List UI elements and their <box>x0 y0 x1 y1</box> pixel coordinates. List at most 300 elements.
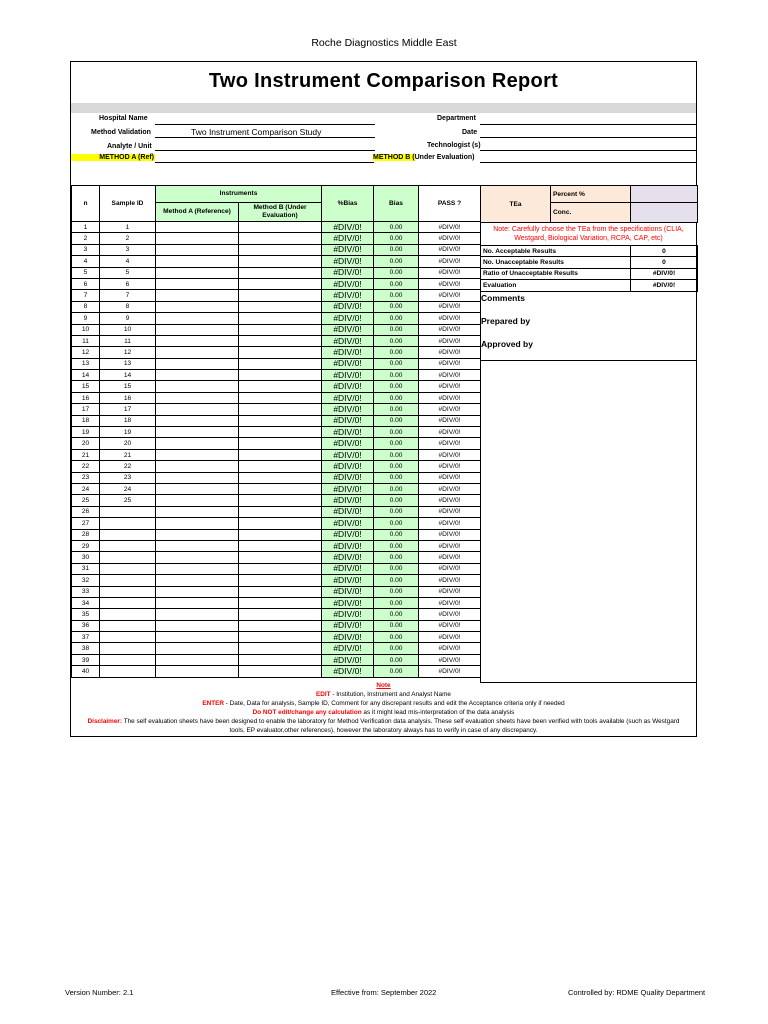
evaluation-panel <box>480 185 697 683</box>
sample-id-cell[interactable] <box>100 597 156 608</box>
bias-cell: 0.00 <box>374 392 419 403</box>
method-b-cell[interactable] <box>239 666 322 677</box>
header-n: n <box>72 186 100 222</box>
table-row <box>72 427 481 438</box>
method-b-cell[interactable] <box>239 370 322 381</box>
pass-cell: #DIV/0! <box>419 358 481 369</box>
pass-cell: #DIV/0! <box>419 256 481 267</box>
row-index: 6 <box>72 278 100 289</box>
table-row <box>72 324 481 335</box>
footer-effective: Effective from: September 2022 <box>331 988 437 997</box>
pct-bias-cell: #DIV/0! <box>322 335 374 346</box>
table-row <box>72 222 481 233</box>
bias-cell: 0.00 <box>374 563 419 574</box>
method-b-cell[interactable] <box>239 529 322 540</box>
pass-cell: #DIV/0! <box>419 563 481 574</box>
sample-id-cell[interactable]: 18 <box>100 415 156 426</box>
pass-cell: #DIV/0! <box>419 267 481 278</box>
bias-cell: 0.00 <box>374 495 419 506</box>
row-index: 7 <box>72 290 100 301</box>
technologist-field[interactable] <box>480 150 697 151</box>
pct-bias-cell: #DIV/0! <box>322 233 374 244</box>
method-a-cell[interactable] <box>156 301 239 312</box>
row-index: 3 <box>72 244 100 255</box>
table-row <box>72 620 481 631</box>
bias-cell: 0.00 <box>374 427 419 438</box>
pct-bias-cell: #DIV/0! <box>322 597 374 608</box>
date-field[interactable] <box>480 137 697 138</box>
pct-bias-cell: #DIV/0! <box>322 643 374 654</box>
report-sheet <box>70 61 697 737</box>
bias-cell: 0.00 <box>374 449 419 460</box>
bias-cell: 0.00 <box>374 370 419 381</box>
pass-cell: #DIV/0! <box>419 632 481 643</box>
row-index: 33 <box>72 586 100 597</box>
pass-cell: #DIV/0! <box>419 586 481 597</box>
pass-cell: #DIV/0! <box>419 290 481 301</box>
method-a-cell[interactable] <box>156 620 239 631</box>
pass-cell: #DIV/0! <box>419 335 481 346</box>
sample-id-cell[interactable]: 1 <box>100 222 156 233</box>
method-b-label: METHOD B (Under Evaluation) <box>373 154 475 161</box>
method-a-cell[interactable] <box>156 609 239 620</box>
method-a-cell[interactable] <box>156 518 239 529</box>
method-b-cell[interactable] <box>239 552 322 563</box>
sample-id-cell[interactable] <box>100 540 156 551</box>
sample-id-cell[interactable] <box>100 518 156 529</box>
bias-cell: 0.00 <box>374 267 419 278</box>
pass-cell: #DIV/0! <box>419 449 481 460</box>
sample-id-cell[interactable] <box>100 609 156 620</box>
method-b-cell[interactable] <box>239 483 322 494</box>
method-a-cell[interactable] <box>156 586 239 597</box>
department-field[interactable] <box>480 124 697 125</box>
sample-id-cell[interactable] <box>100 506 156 517</box>
method-b-cell[interactable] <box>239 392 322 403</box>
pass-cell: #DIV/0! <box>419 233 481 244</box>
table-row <box>72 313 481 324</box>
row-index: 5 <box>72 267 100 278</box>
pass-cell: #DIV/0! <box>419 222 481 233</box>
method-a-cell[interactable] <box>156 540 239 551</box>
sample-id-cell[interactable]: 11 <box>100 335 156 346</box>
table-row <box>72 597 481 608</box>
pct-bias-cell: #DIV/0! <box>322 415 374 426</box>
header-pass: PASS ? <box>419 186 481 222</box>
pass-cell: #DIV/0! <box>419 301 481 312</box>
method-a-cell[interactable] <box>156 290 239 301</box>
table-row <box>72 278 481 289</box>
method-b-cell[interactable] <box>239 654 322 665</box>
pct-bias-cell: #DIV/0! <box>322 438 374 449</box>
method-a-cell[interactable] <box>156 324 239 335</box>
method-a-cell[interactable] <box>156 506 239 517</box>
method-a-cell[interactable] <box>156 404 239 415</box>
header-method-b: Method B (Under Evaluation) <box>239 203 322 222</box>
pct-bias-cell: #DIV/0! <box>322 654 374 665</box>
method-a-cell[interactable] <box>156 267 239 278</box>
method-b-cell[interactable] <box>239 597 322 608</box>
method-a-cell[interactable] <box>156 256 239 267</box>
sample-id-cell[interactable]: 8 <box>100 301 156 312</box>
sample-id-cell[interactable]: 20 <box>100 438 156 449</box>
sample-id-cell[interactable]: 19 <box>100 427 156 438</box>
method-b-cell[interactable] <box>239 506 322 517</box>
table-row <box>72 575 481 586</box>
table-row <box>72 552 481 563</box>
method-b-cell[interactable] <box>239 472 322 483</box>
method-b-cell[interactable] <box>239 632 322 643</box>
method-a-cell[interactable] <box>156 233 239 244</box>
pct-bias-cell: #DIV/0! <box>322 358 374 369</box>
method-a-cell[interactable] <box>156 313 239 324</box>
pass-cell: #DIV/0! <box>419 620 481 631</box>
analyte-label: Analyte / Unit <box>107 143 152 150</box>
pct-bias-cell: #DIV/0! <box>322 586 374 597</box>
table-row <box>72 666 481 677</box>
hospital-name-field[interactable] <box>155 124 375 125</box>
pass-cell: #DIV/0! <box>419 483 481 494</box>
pass-cell: #DIV/0! <box>419 609 481 620</box>
method-a-cell[interactable] <box>156 597 239 608</box>
conc-label: Conc. <box>551 203 631 223</box>
pass-cell: #DIV/0! <box>419 415 481 426</box>
sample-id-cell[interactable] <box>100 620 156 631</box>
bias-cell: 0.00 <box>374 643 419 654</box>
pass-cell: #DIV/0! <box>419 392 481 403</box>
bias-cell: 0.00 <box>374 278 419 289</box>
sample-id-cell[interactable] <box>100 563 156 574</box>
sample-id-cell[interactable] <box>100 575 156 586</box>
pct-bias-cell: #DIV/0! <box>322 290 374 301</box>
pct-bias-cell: #DIV/0! <box>322 427 374 438</box>
bias-cell: 0.00 <box>374 506 419 517</box>
method-b-cell[interactable] <box>239 620 322 631</box>
table-row <box>72 563 481 574</box>
sample-id-cell[interactable]: 2 <box>100 233 156 244</box>
method-b-cell[interactable] <box>239 267 322 278</box>
row-index: 11 <box>72 335 100 346</box>
pct-bias-cell: #DIV/0! <box>322 495 374 506</box>
bias-cell: 0.00 <box>374 358 419 369</box>
comments-area[interactable] <box>480 361 697 683</box>
table-row <box>72 381 481 392</box>
table-row <box>72 632 481 643</box>
method-b-cell[interactable] <box>239 586 322 597</box>
row-index: 26 <box>72 506 100 517</box>
method-b-cell[interactable] <box>239 427 322 438</box>
method-a-cell[interactable] <box>156 335 239 346</box>
notes-section <box>71 681 696 736</box>
pct-bias-cell: #DIV/0! <box>322 506 374 517</box>
table-row <box>72 643 481 654</box>
sample-id-cell[interactable]: 16 <box>100 392 156 403</box>
pass-cell: #DIV/0! <box>419 427 481 438</box>
method-b-cell[interactable] <box>239 449 322 460</box>
pass-cell: #DIV/0! <box>419 244 481 255</box>
method-b-cell[interactable] <box>239 233 322 244</box>
method-b-cell[interactable] <box>239 643 322 654</box>
sample-id-cell[interactable]: 4 <box>100 256 156 267</box>
evaluation-value: #DIV/0! <box>631 280 698 291</box>
conc-input[interactable] <box>631 203 698 223</box>
pct-bias-cell: #DIV/0! <box>322 609 374 620</box>
row-index: 12 <box>72 347 100 358</box>
row-index: 25 <box>72 495 100 506</box>
row-index: 31 <box>72 563 100 574</box>
method-b-cell[interactable] <box>239 290 322 301</box>
sample-id-cell[interactable]: 6 <box>100 278 156 289</box>
bias-cell: 0.00 <box>374 222 419 233</box>
method-a-cell[interactable] <box>156 666 239 677</box>
pct-bias-cell: #DIV/0! <box>322 666 374 677</box>
method-a-cell[interactable] <box>156 529 239 540</box>
comments-label: Comments <box>481 292 525 303</box>
pct-bias-cell: #DIV/0! <box>322 449 374 460</box>
bias-cell: 0.00 <box>374 438 419 449</box>
method-b-cell[interactable] <box>239 244 322 255</box>
sample-id-cell[interactable] <box>100 654 156 665</box>
bias-cell: 0.00 <box>374 472 419 483</box>
table-row <box>72 461 481 472</box>
bias-cell: 0.00 <box>374 632 419 643</box>
row-index: 29 <box>72 540 100 551</box>
method-b-cell[interactable] <box>239 518 322 529</box>
table-row <box>72 256 481 267</box>
footer-version: Version Number: 2.1 <box>65 988 134 997</box>
sample-id-cell[interactable]: 3 <box>100 244 156 255</box>
comparison-table <box>71 185 481 678</box>
row-index: 18 <box>72 415 100 426</box>
pass-cell: #DIV/0! <box>419 495 481 506</box>
table-row <box>72 609 481 620</box>
table-row <box>72 301 481 312</box>
method-a-cell[interactable] <box>156 427 239 438</box>
method-b-cell[interactable] <box>239 563 322 574</box>
bias-cell: 0.00 <box>374 540 419 551</box>
table-row <box>72 449 481 460</box>
pct-bias-cell: #DIV/0! <box>322 632 374 643</box>
pct-bias-cell: #DIV/0! <box>322 461 374 472</box>
method-b-cell[interactable] <box>239 540 322 551</box>
pct-bias-cell: #DIV/0! <box>322 620 374 631</box>
method-a-cell[interactable] <box>156 244 239 255</box>
method-b-field[interactable] <box>480 162 697 163</box>
row-index: 37 <box>72 632 100 643</box>
row-index: 39 <box>72 654 100 665</box>
method-b-cell[interactable] <box>239 495 322 506</box>
method-b-cell[interactable] <box>239 415 322 426</box>
bias-cell: 0.00 <box>374 552 419 563</box>
method-a-cell[interactable] <box>156 278 239 289</box>
pass-cell: #DIV/0! <box>419 552 481 563</box>
bias-cell: 0.00 <box>374 335 419 346</box>
row-index: 35 <box>72 609 100 620</box>
table-row <box>72 233 481 244</box>
method-b-cell[interactable] <box>239 335 322 346</box>
row-index: 36 <box>72 620 100 631</box>
bias-cell: 0.00 <box>374 654 419 665</box>
pass-cell: #DIV/0! <box>419 472 481 483</box>
sample-id-cell[interactable] <box>100 643 156 654</box>
pct-bias-cell: #DIV/0! <box>322 222 374 233</box>
row-index: 16 <box>72 392 100 403</box>
pct-bias-cell: #DIV/0! <box>322 267 374 278</box>
sample-id-cell[interactable]: 5 <box>100 267 156 278</box>
method-a-cell[interactable] <box>156 449 239 460</box>
method-a-cell[interactable] <box>156 438 239 449</box>
method-b-cell[interactable] <box>239 278 322 289</box>
row-index: 38 <box>72 643 100 654</box>
acceptable-value: 0 <box>631 246 698 257</box>
bias-cell: 0.00 <box>374 461 419 472</box>
method-a-cell[interactable] <box>156 347 239 358</box>
bias-cell: 0.00 <box>374 415 419 426</box>
sample-id-cell[interactable] <box>100 529 156 540</box>
pct-bias-cell: #DIV/0! <box>322 540 374 551</box>
footer-controlled: Controlled by: RDME Quality Department <box>568 988 706 997</box>
method-a-cell[interactable] <box>156 483 239 494</box>
method-b-cell[interactable] <box>239 256 322 267</box>
method-a-label: METHOD A (Ref) <box>71 154 155 161</box>
header-sample-id: Sample ID <box>100 186 156 222</box>
method-a-cell[interactable] <box>156 654 239 665</box>
pass-cell: #DIV/0! <box>419 347 481 358</box>
table-row <box>72 586 481 597</box>
organization-name: Roche Diagnostics Middle East <box>311 37 457 49</box>
header-bias: Bias <box>374 186 419 222</box>
sample-id-cell[interactable] <box>100 552 156 563</box>
sample-id-cell[interactable]: 21 <box>100 449 156 460</box>
table-row <box>72 392 481 403</box>
note-enter: ENTER - Date, Data for analysis, Sample ID, Comment for any discrepant results and edit the Acceptance criteria only if needed <box>202 700 565 708</box>
table-row <box>72 472 481 483</box>
table-row <box>72 290 481 301</box>
method-a-cell[interactable] <box>156 392 239 403</box>
bias-cell: 0.00 <box>374 575 419 586</box>
sample-id-cell[interactable]: 14 <box>100 370 156 381</box>
row-index: 4 <box>72 256 100 267</box>
department-label: Department <box>437 115 476 122</box>
pct-bias-cell: #DIV/0! <box>322 563 374 574</box>
method-a-cell[interactable] <box>156 552 239 563</box>
method-validation-value[interactable]: Two Instrument Comparison Study <box>191 127 322 137</box>
analyte-field[interactable] <box>155 150 375 151</box>
method-b-cell[interactable] <box>239 347 322 358</box>
percent-input[interactable] <box>631 186 698 203</box>
sample-id-cell[interactable]: 25 <box>100 495 156 506</box>
method-a-cell[interactable] <box>156 461 239 472</box>
prepared-by-label: Prepared by <box>481 315 531 326</box>
bias-cell: 0.00 <box>374 244 419 255</box>
bias-cell: 0.00 <box>374 404 419 415</box>
method-b-cell[interactable] <box>239 324 322 335</box>
method-a-cell[interactable] <box>156 381 239 392</box>
method-a-cell[interactable] <box>156 370 239 381</box>
method-b-cell[interactable] <box>239 404 322 415</box>
sample-id-cell[interactable]: 23 <box>100 472 156 483</box>
method-b-cell[interactable] <box>239 222 322 233</box>
unacceptable-value: 0 <box>631 257 698 268</box>
bias-cell: 0.00 <box>374 256 419 267</box>
signoff-box <box>480 292 697 361</box>
method-b-cell[interactable] <box>239 438 322 449</box>
sample-id-cell[interactable]: 9 <box>100 313 156 324</box>
sample-id-cell[interactable] <box>100 666 156 677</box>
pass-cell: #DIV/0! <box>419 597 481 608</box>
table-row <box>72 244 481 255</box>
method-a-cell[interactable] <box>156 563 239 574</box>
table-row <box>72 347 481 358</box>
sample-id-cell[interactable] <box>100 586 156 597</box>
method-a-cell[interactable] <box>156 643 239 654</box>
table-row <box>72 404 481 415</box>
method-validation-line <box>155 137 375 138</box>
bias-cell: 0.00 <box>374 483 419 494</box>
method-b-cell[interactable] <box>239 609 322 620</box>
method-a-cell[interactable] <box>156 415 239 426</box>
bias-cell: 0.00 <box>374 666 419 677</box>
sample-id-cell[interactable]: 12 <box>100 347 156 358</box>
bias-cell: 0.00 <box>374 313 419 324</box>
table-row <box>72 518 481 529</box>
sample-id-cell[interactable]: 10 <box>100 324 156 335</box>
method-a-cell[interactable] <box>156 472 239 483</box>
table-row <box>72 267 481 278</box>
method-a-cell[interactable] <box>156 575 239 586</box>
pct-bias-cell: #DIV/0! <box>322 324 374 335</box>
bias-cell: 0.00 <box>374 301 419 312</box>
method-b-cell[interactable] <box>239 575 322 586</box>
bias-cell: 0.00 <box>374 347 419 358</box>
sample-id-cell[interactable]: 17 <box>100 404 156 415</box>
method-a-cell[interactable] <box>156 495 239 506</box>
bias-cell: 0.00 <box>374 620 419 631</box>
sample-id-cell[interactable]: 24 <box>100 483 156 494</box>
sample-id-cell[interactable]: 7 <box>100 290 156 301</box>
table-row <box>72 495 481 506</box>
ratio-label: Ratio of Unacceptable Results <box>481 268 631 279</box>
method-b-cell[interactable] <box>239 381 322 392</box>
table-row <box>72 529 481 540</box>
sample-id-cell[interactable] <box>100 632 156 643</box>
method-b-cell[interactable] <box>239 461 322 472</box>
header-band <box>71 103 696 113</box>
row-index: 10 <box>72 324 100 335</box>
bias-cell: 0.00 <box>374 609 419 620</box>
method-b-cell[interactable] <box>239 301 322 312</box>
method-a-cell[interactable] <box>156 358 239 369</box>
pct-bias-cell: #DIV/0! <box>322 529 374 540</box>
unacceptable-label: No. Unacceptable Results <box>481 257 631 268</box>
sample-id-cell[interactable]: 13 <box>100 358 156 369</box>
bias-cell: 0.00 <box>374 529 419 540</box>
pass-cell: #DIV/0! <box>419 278 481 289</box>
method-b-cell[interactable] <box>239 358 322 369</box>
sample-id-cell[interactable]: 15 <box>100 381 156 392</box>
bias-cell: 0.00 <box>374 233 419 244</box>
pct-bias-cell: #DIV/0! <box>322 370 374 381</box>
sample-id-cell[interactable]: 22 <box>100 461 156 472</box>
method-a-cell[interactable] <box>156 632 239 643</box>
method-b-cell[interactable] <box>239 313 322 324</box>
method-a-cell[interactable] <box>156 222 239 233</box>
pass-cell: #DIV/0! <box>419 518 481 529</box>
table-row <box>72 370 481 381</box>
table-row <box>72 358 481 369</box>
header-pct-bias: %Bias <box>322 186 374 222</box>
method-a-field[interactable] <box>155 162 374 163</box>
